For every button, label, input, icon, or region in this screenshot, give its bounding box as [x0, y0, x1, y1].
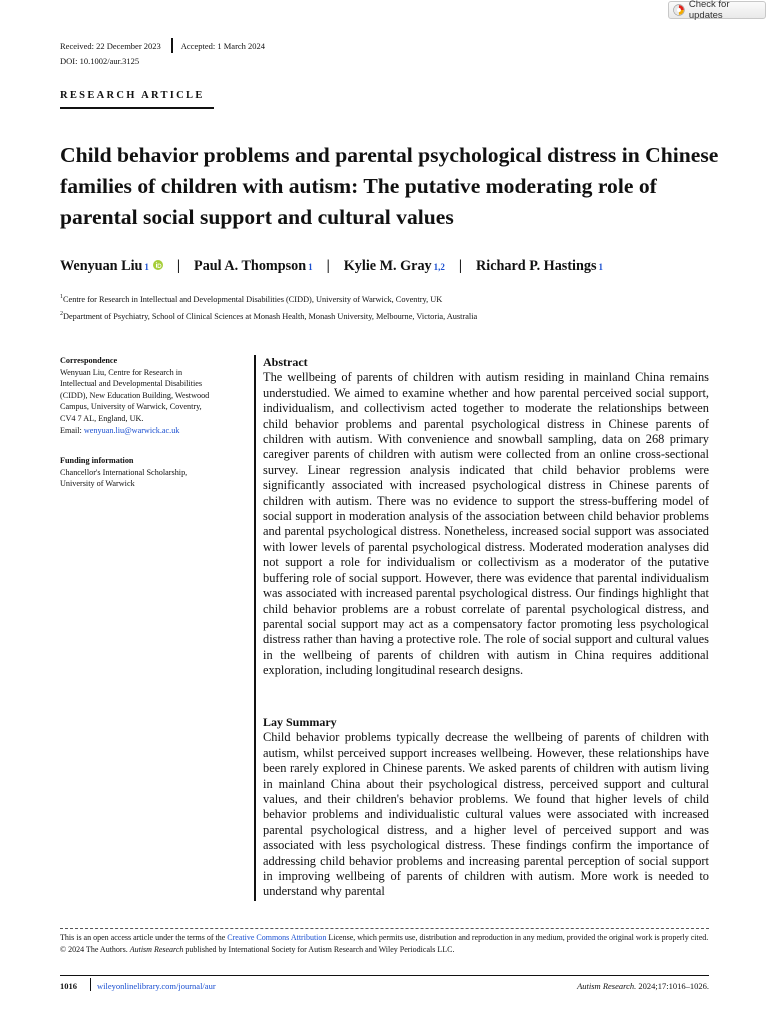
page-number: 1016 — [60, 981, 77, 991]
abstract-section — [263, 355, 709, 679]
copyright-journal: Autism Research — [129, 944, 184, 954]
author-affiliation-mark[interactable]: 1,2 — [433, 262, 445, 272]
correspondence-line: (CIDD), New Education Building, Westwood — [60, 390, 210, 400]
abstract-sidebar-rule — [254, 355, 256, 901]
article-type-rule — [60, 107, 214, 109]
correspondence-line: Wenyuan Liu, Centre for Research in — [60, 367, 183, 377]
license-text: License, which permits use, distribution and reproduction in any medium, provided the original work is properly cited. — [326, 933, 709, 942]
crossmark-icon — [673, 4, 685, 16]
affiliation-number: 2 — [60, 311, 63, 317]
lay-summary-heading: Lay Summary — [263, 715, 337, 729]
lay-summary-text: Child behavior problems typically decrease the wellbeing of parents of children with autism, whilst perceived support increases wellbeing. However, these relationships have been rarely explored in Chinese parents. We asked parents of children with autism living in mainland China about their psychological distress, perceived support and cultural values, and their children's behavior problems. We found that higher levels of child behavior problems and individualistic cultural values were associated with increased parental psychological distress, and a higher level of perceived support and was associated with less psychological distress. These findings confirm the importance of addressing child behavior problems and increasing parental perception of social support in improving wellbeing of parents of children with autism. More work is needed to understand why parental — [263, 730, 709, 899]
affiliation-number: 1 — [60, 294, 63, 300]
correspondence-block — [60, 355, 245, 436]
license-text: This is an open access article under the terms of the — [60, 933, 228, 942]
journal-url-link[interactable]: wileyonlinelibrary.com/journal/aur — [97, 981, 216, 991]
author-separator: | — [458, 258, 463, 274]
author-affiliation-mark[interactable]: 1 — [598, 262, 603, 272]
article-dates — [60, 38, 265, 53]
author-name[interactable]: Richard P. Hastings — [476, 258, 597, 274]
article-type-label: RESEARCH ARTICLE — [60, 90, 205, 101]
author-name[interactable]: Paul A. Thompson — [194, 258, 307, 274]
correspondence-email-row — [60, 425, 245, 437]
check-for-updates-button[interactable] — [668, 1, 766, 19]
funding-line: Chancellor's International Scholarship, — [60, 467, 188, 477]
correspondence-line: CV4 7 AL, England, UK. — [60, 413, 144, 423]
email-label: Email: — [60, 425, 84, 435]
correspondence-line: Intellectual and Developmental Disabilities — [60, 379, 203, 389]
author-separator: | — [326, 258, 330, 274]
author-affiliation-mark[interactable]: 1 — [144, 262, 149, 272]
journal-citation — [577, 981, 709, 991]
doi: DOI: 10.1002/aur.3125 — [60, 56, 140, 66]
lay-summary-section — [263, 715, 709, 900]
license-footer — [60, 932, 709, 955]
correspondence-line: Campus, University of Warwick, Coventry, — [60, 402, 202, 412]
affiliation-text: Department of Psychiatry, School of Clinical Sciences at Monash Health, Monash University, Melbourne, Victoria, Australia — [63, 311, 478, 321]
license-link[interactable]: Creative Commons Attribution — [227, 933, 327, 942]
email-link[interactable]: wenyuan.liu@warwick.ac.uk — [83, 425, 180, 435]
affiliation-1 — [60, 294, 442, 304]
author-list — [60, 258, 603, 275]
author-name[interactable]: Wenyuan Liu — [60, 258, 143, 274]
date-divider — [171, 38, 173, 53]
accepted-date: Accepted: 1 March 2024 — [180, 40, 266, 51]
check-updates-label: Check for updates — [688, 0, 730, 21]
copyright-text: published by International Society for Autism Research and Wiley Periodicals LLC. — [183, 944, 455, 954]
orcid-icon[interactable] — [153, 260, 163, 270]
author-affiliation-mark[interactable]: 1 — [308, 262, 313, 272]
funding-block — [60, 455, 245, 490]
copyright-text: © 2024 The Authors. — [60, 944, 130, 954]
funding-heading: Funding information — [60, 456, 134, 465]
paper-title: Child behavior problems and parental psychological distress in Chinese families of children with autism: The putative moderating role of parental social support and cultural values — [60, 143, 719, 229]
funding-line: University of Warwick — [60, 479, 135, 489]
license-statement — [60, 932, 709, 944]
affiliation-2 — [60, 311, 477, 321]
abstract-text: The wellbeing of parents of children with autism residing in mainland China remains understudied. We aimed to examine whether and how parental perceived social support, individualism, and collectivism acted together to moderate the relationships between child behavior problems and parental psychological distress in Chinese parents of children with autism. With convenience and snowball sampling, data on 268 primary caregiver parents of children with autism were collected from an online cross-sectional survey. Linear regression analysis indicated that child behavior problems were significantly associated with increased psychological distress in Chinese parents of children with autism. There was no evidence to support the stress-buffering model of social support in moderation analysis of the association between child behavior problems and parental psychological distress. Nonetheless, increased social support was associated with lower levels of parental psychological distress. Moderated moderation analyses did not support a role for individualism or collectivism as a moderator of the putative buffering role of social support. However, there was evidence that parental individualism was associated with increased parental psychological distress. Our findings highlight that child behavior problems are a robust correlate of parental psychological distress, and parental social support may act as a compensatory factor promoting less psychological distress rather than having a protective role. The role of social support and cultural values in the wellbeing of parents of children with autism in China requires additional exploration, including longitudinal research designs. — [263, 370, 709, 678]
footer-divider — [60, 928, 709, 929]
citation-journal: Autism Research. — [577, 981, 637, 991]
author-separator: | — [176, 258, 181, 274]
abstract-heading: Abstract — [263, 355, 308, 369]
page-bottom-rule — [60, 975, 709, 976]
page-number-divider — [90, 978, 91, 991]
citation-volume: 2024;17:1016–1026. — [636, 981, 709, 991]
affiliation-text: Centre for Research in Intellectual and Developmental Disabilities (CIDD), University of Warwick, Coventry, UK — [63, 294, 443, 304]
correspondence-heading: Correspondence — [60, 356, 118, 365]
received-date: Received: 22 December 2023 — [60, 40, 161, 51]
copyright-statement — [60, 944, 709, 956]
author-name[interactable]: Kylie M. Gray — [343, 258, 432, 274]
